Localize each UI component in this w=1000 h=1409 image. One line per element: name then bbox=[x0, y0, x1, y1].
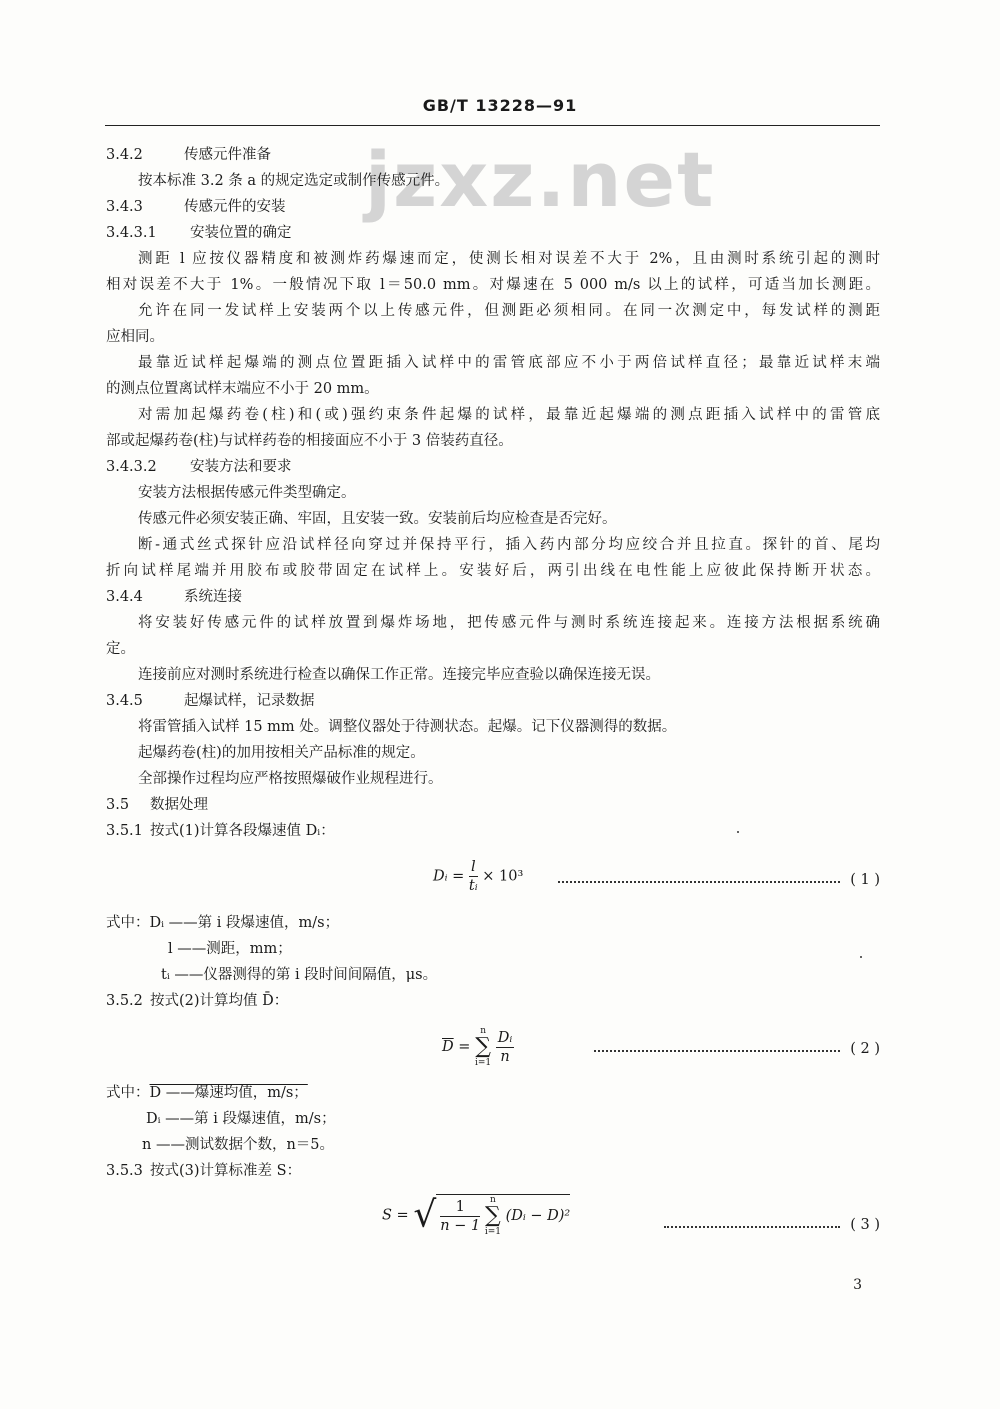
sum-lower: i=1 bbox=[475, 1058, 492, 1068]
paragraph-line: 安装方法根据传感元件类型确定。 bbox=[138, 485, 356, 501]
paragraph-line: 传感元件必须安装正确、牢固，且安装一致。安装前后均应检查是否完好。 bbox=[138, 511, 617, 527]
section-number: 3.4.3 bbox=[106, 199, 143, 215]
paragraph-line: 的测点位置离试样末端应不小于 20 mm。 bbox=[106, 381, 379, 397]
section-number: 3.5.3 bbox=[106, 1163, 143, 1179]
equation-number: ( 1 ) bbox=[850, 872, 880, 888]
summation bbox=[475, 1026, 491, 1068]
paragraph-line: 连接前应对测时系统进行检查以确保工作正常。连接完毕应查验以确保连接无误。 bbox=[138, 667, 660, 683]
formula-lhs: $\overline{D}$ bbox=[442, 1039, 454, 1055]
formula-equals: = bbox=[452, 868, 465, 885]
section-number: 3.4.5 bbox=[106, 693, 143, 709]
section-title: 按式(2)计算均值 D̄： bbox=[150, 993, 289, 1009]
where-intro: 式中： bbox=[106, 1085, 150, 1101]
scan-speck bbox=[737, 831, 739, 833]
section-heading bbox=[106, 818, 880, 844]
sum-upper: n bbox=[489, 1195, 496, 1205]
section-heading bbox=[106, 142, 880, 168]
numerator: Dᵢ bbox=[497, 1029, 513, 1046]
paragraph-line: 相对误差不大于 1%。一般情况下取 l＝50.0 mm。对爆速在 5 000 m/s 以上的试样，可适当加长测距。 bbox=[106, 277, 880, 293]
section-heading bbox=[106, 1158, 880, 1184]
equation-number: ( 3 ) bbox=[850, 1217, 880, 1233]
sum-upper: n bbox=[480, 1026, 486, 1036]
fraction bbox=[469, 858, 478, 895]
summation bbox=[485, 1195, 501, 1237]
fraction bbox=[496, 1029, 515, 1066]
formula-3-row bbox=[106, 1184, 880, 1256]
section-title: 按式(1)计算各段爆速值 Dᵢ： bbox=[150, 823, 335, 839]
dot-leader bbox=[558, 881, 840, 883]
formula-equals: = bbox=[458, 1039, 471, 1055]
section-number: 3.4.4 bbox=[106, 589, 143, 605]
paragraph-line: 全部操作过程均应严格按照爆破作业规程进行。 bbox=[138, 771, 443, 787]
section-number: 3.4.2 bbox=[106, 147, 143, 163]
formula-3 bbox=[382, 1194, 570, 1237]
formula-multiplier: × 10³ bbox=[482, 868, 524, 885]
numerator: 1 bbox=[440, 1198, 480, 1217]
section-heading bbox=[106, 454, 880, 480]
paragraph-line: 断-通式丝式探针应沿试样径向穿过并保持平行，插入药内部分均应绞合并且拉直。探针的首、尾均 bbox=[138, 537, 880, 553]
variable-definition: Dᵢ ——第 i 段爆速值，m/s； bbox=[146, 1111, 336, 1127]
numerator: l bbox=[469, 858, 478, 877]
section-title: 按式(3)计算标准差 S： bbox=[150, 1163, 302, 1179]
variable-definition: D ——爆速均值，m/s； bbox=[149, 1085, 308, 1101]
variable-definition: tᵢ ——仪器测得的第 i 段时间间隔值，μs。 bbox=[161, 967, 438, 983]
paragraph-line: 最靠近试样起爆端的测点位置距插入试样中的雷管底部应不小于两倍试样直径；最靠近试样末端 bbox=[138, 355, 880, 371]
formula-1 bbox=[433, 858, 523, 895]
scan-speck bbox=[860, 956, 862, 958]
paragraph-line: 对需加起爆药卷(柱)和(或)强约束条件起爆的试样，最靠近起爆端的测点距插入试样中的雷管底 bbox=[138, 407, 880, 423]
section-title: 系统连接 bbox=[184, 589, 242, 605]
variable-definition: Dᵢ ——第 i 段爆速值，m/s； bbox=[149, 915, 340, 931]
formula-lhs: S bbox=[382, 1207, 392, 1224]
fraction bbox=[440, 1198, 480, 1235]
section-heading bbox=[106, 988, 880, 1014]
header-rule bbox=[105, 125, 880, 126]
variable-definition: n ——测试数据个数，n＝5。 bbox=[142, 1137, 335, 1153]
section-title: 起爆试样，记录数据 bbox=[184, 693, 315, 709]
formula-equals: = bbox=[396, 1207, 409, 1224]
watermark: jzxz.net bbox=[365, 135, 716, 224]
where-intro: 式中： bbox=[106, 915, 150, 931]
denominator: n − 1 bbox=[440, 1217, 481, 1234]
formula-1-row bbox=[106, 844, 880, 910]
section-title: 传感元件的安装 bbox=[184, 199, 286, 215]
paragraph-line: 按本标准 3.2 条 a 的规定选定或制作传感元件。 bbox=[138, 173, 450, 189]
paragraph-line: 将雷管插入试样 15 mm 处。调整仪器处于待测状态。起爆。记下仪器测得的数据。 bbox=[138, 719, 677, 735]
square-root-sign: √ bbox=[413, 1194, 437, 1236]
equation-number: ( 2 ) bbox=[850, 1041, 880, 1057]
paragraph-line: 测距 l 应按仪器精度和被测炸药爆速而定，使测长相对误差不大于 2%，且由测时系统引起的测时 bbox=[138, 251, 880, 267]
section-title: 安装位置的确定 bbox=[190, 225, 292, 241]
document-body bbox=[106, 142, 880, 1256]
paragraph-line: 部或起爆药卷(柱)与试样药卷的相接面应不小于 3 倍装药直径。 bbox=[106, 433, 513, 449]
variable-definition: l ——测距，mm； bbox=[168, 941, 292, 957]
paragraph-line: 将安装好传感元件的试样放置到爆炸场地，把传感元件与测时系统连接起来。连接方法根据系统确 bbox=[138, 615, 880, 631]
where-line bbox=[106, 1080, 880, 1106]
section-number: 3.5 bbox=[106, 797, 130, 813]
section-number: 3.4.3.1 bbox=[106, 225, 157, 241]
section-number: 3.4.3.2 bbox=[106, 459, 157, 475]
paragraph-line: 定。 bbox=[106, 641, 135, 657]
section-title: 传感元件准备 bbox=[184, 147, 271, 163]
formula-2 bbox=[442, 1026, 514, 1068]
section-title: 数据处理 bbox=[150, 797, 208, 813]
paragraph-line: 折向试样尾端并用胶布或胶带固定在试样上。安装好后，两引出线在电性能上应彼此保持断开状态。 bbox=[106, 563, 880, 579]
section-heading bbox=[106, 220, 880, 246]
denominator: tᵢ bbox=[468, 878, 478, 894]
section-heading bbox=[106, 688, 880, 714]
section-heading bbox=[106, 584, 880, 610]
sum-symbol: ∑ bbox=[485, 1203, 501, 1228]
section-heading bbox=[106, 792, 880, 818]
page-header: GB/T 13228—91 bbox=[422, 96, 578, 115]
paragraph-line: 起爆药卷(柱)的加用按相关产品标准的规定。 bbox=[138, 745, 425, 761]
section-title: 安装方法和要求 bbox=[190, 459, 292, 475]
summation-term: (Dᵢ − D)² bbox=[505, 1208, 571, 1224]
dot-leader bbox=[594, 1050, 840, 1052]
square-root-body bbox=[436, 1194, 570, 1237]
where-line bbox=[106, 910, 880, 936]
paragraph-line: 应相同。 bbox=[106, 329, 164, 345]
section-number: 3.5.1 bbox=[106, 823, 143, 839]
formula-lhs: Dᵢ bbox=[433, 868, 448, 885]
section-heading bbox=[106, 194, 880, 220]
page-number: 3 bbox=[853, 1277, 862, 1293]
denominator: n bbox=[500, 1048, 510, 1065]
sum-lower: i=1 bbox=[484, 1227, 501, 1237]
paragraph-line: 允许在同一发试样上安装两个以上传感元件，但测距必须相同。在同一次测定中，每发试样的测距 bbox=[138, 303, 880, 319]
section-number: 3.5.2 bbox=[106, 993, 143, 1009]
sum-symbol: ∑ bbox=[475, 1034, 491, 1059]
formula-2-row bbox=[106, 1014, 880, 1080]
dot-leader bbox=[664, 1226, 840, 1228]
